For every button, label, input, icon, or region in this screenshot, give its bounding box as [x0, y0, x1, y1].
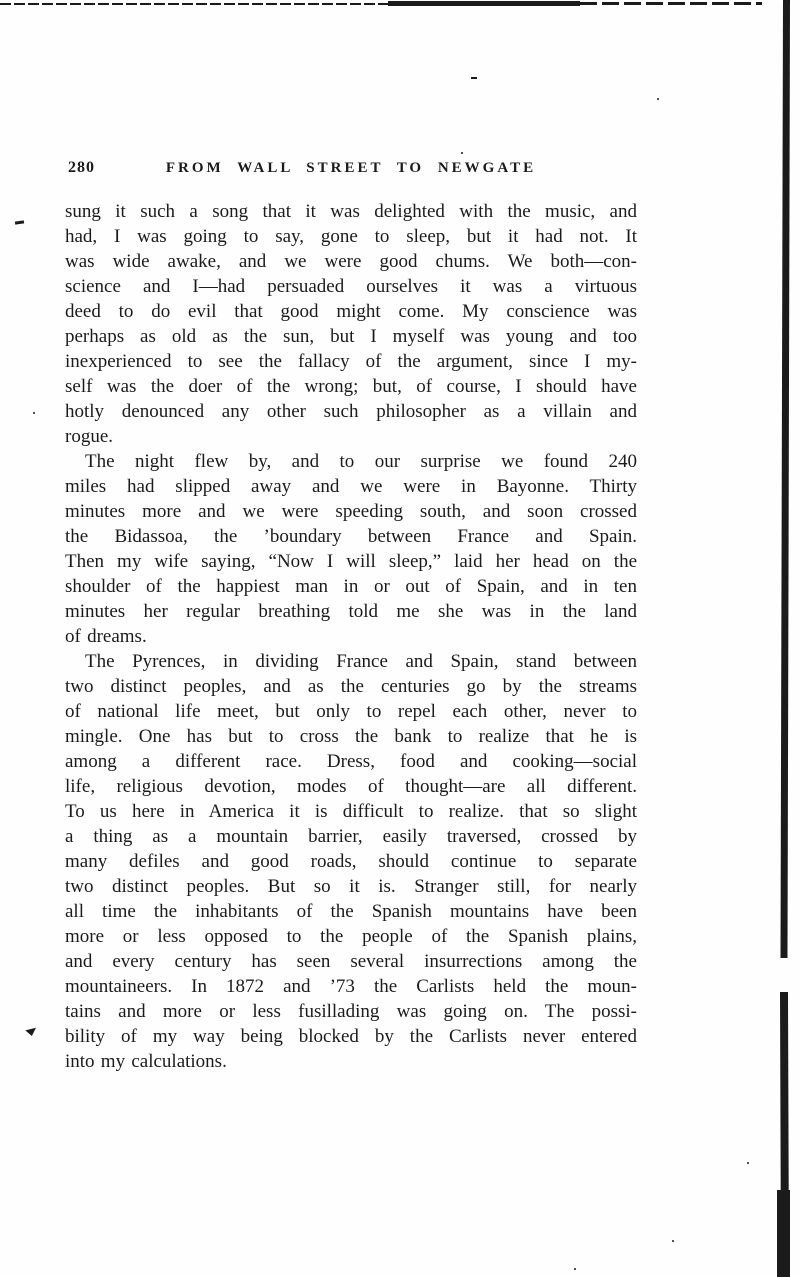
text-line: tains and more or less fusillading was going on. The possi-: [65, 1001, 637, 1022]
ink-speck: [747, 1162, 749, 1164]
text-line: into my calculations.: [65, 1051, 227, 1072]
text-line: shoulder of the happiest man in or out of Spain, and in ten: [65, 576, 637, 597]
text-line: all time the inhabitants of the Spanish mountains have been: [65, 901, 637, 922]
text-line: self was the doer of the wrong; but, of course, I should have: [65, 376, 637, 397]
ink-speck: [461, 152, 463, 154]
text-line: Then my wife saying, “Now I will sleep,” laid her head on the: [65, 551, 637, 572]
scan-artifact-right-edge-upper: [780, 0, 790, 958]
text-line: science and I—had persuaded ourselves it was a virtuous: [65, 276, 637, 297]
text-line: bility of my way being blocked by the Carlists never entered: [65, 1026, 637, 1047]
text-line: sung it such a song that it was delighted with the music, and: [65, 201, 637, 222]
text-line: deed to do evil that good might come. My conscience was: [65, 301, 637, 322]
text-line: the Bidassoa, the ’boundary between France and Spain.: [65, 526, 637, 547]
text-line: of dreams.: [65, 626, 147, 647]
text-line: minutes more and we were speeding south, and soon crossed: [65, 501, 637, 522]
text-line: perhaps as old as the sun, but I myself was young and too: [65, 326, 637, 347]
text-line: rogue.: [65, 426, 114, 447]
scan-artifact-right-edge-foot: [777, 1190, 790, 1277]
text-line: and every century has seen several insurrections among the: [65, 951, 637, 972]
running-head-title: FROM WALL STREET TO NEWGATE: [165, 160, 537, 176]
text-line: two distinct peoples. But so it is. Stranger still, for nearly: [65, 876, 637, 897]
ink-speck: [657, 98, 659, 100]
scan-artifact-top-edge-left: [0, 3, 392, 5]
text-line: two distinct peoples, and as the centuries go by the streams: [65, 676, 637, 697]
scan-artifact-margin-dash: [15, 220, 24, 224]
ink-speck: [672, 1240, 674, 1242]
text-line: a thing as a mountain barrier, easily traversed, crossed by: [65, 826, 637, 847]
text-line: of national life meet, but only to repel each other, never to: [65, 701, 637, 722]
text-line: life, religious devotion, modes of thought—are all different.: [65, 776, 637, 797]
ink-speck: [574, 1268, 576, 1270]
ink-speck: [33, 412, 35, 414]
scan-artifact-top-edge-center: [388, 1, 580, 6]
scan-artifact-top-edge-right: [580, 2, 762, 5]
text-line: The Pyrences, in dividing France and Spain, stand between: [85, 651, 637, 672]
page-header: [65, 159, 637, 179]
text-line: more or less opposed to the people of the Spanish plains,: [65, 926, 637, 947]
text-line: among a different race. Dress, food and cooking—social: [65, 751, 637, 772]
text-line: mountaineers. In 1872 and ’73 the Carlists held the moun-: [65, 976, 637, 997]
text-line: many defiles and good roads, should continue to separate: [65, 851, 637, 872]
text-line: To us here in America it is difficult to realize. that so slight: [65, 801, 637, 822]
text-line: inexperienced to see the fallacy of the argument, since I my-: [65, 351, 637, 372]
text-line: The night flew by, and to our surprise we found 240: [85, 451, 637, 472]
text-line: mingle. One has but to cross the bank to realize that he is: [65, 726, 637, 747]
text-line: minutes her regular breathing told me she was in the land: [65, 601, 637, 622]
text-line: had, I was going to say, gone to sleep, but it had not. It: [65, 226, 637, 247]
page-number: 280: [68, 159, 95, 176]
text-line: hotly denounced any other such philosopher as a villain and: [65, 401, 637, 422]
ink-blot-mark: [25, 1028, 37, 1037]
page-body: [65, 199, 637, 1074]
ink-speck: [471, 77, 477, 79]
text-line: miles had slipped away and we were in Bayonne. Thirty: [65, 476, 637, 497]
text-line: was wide awake, and we were good chums. We both—con-: [65, 251, 637, 272]
